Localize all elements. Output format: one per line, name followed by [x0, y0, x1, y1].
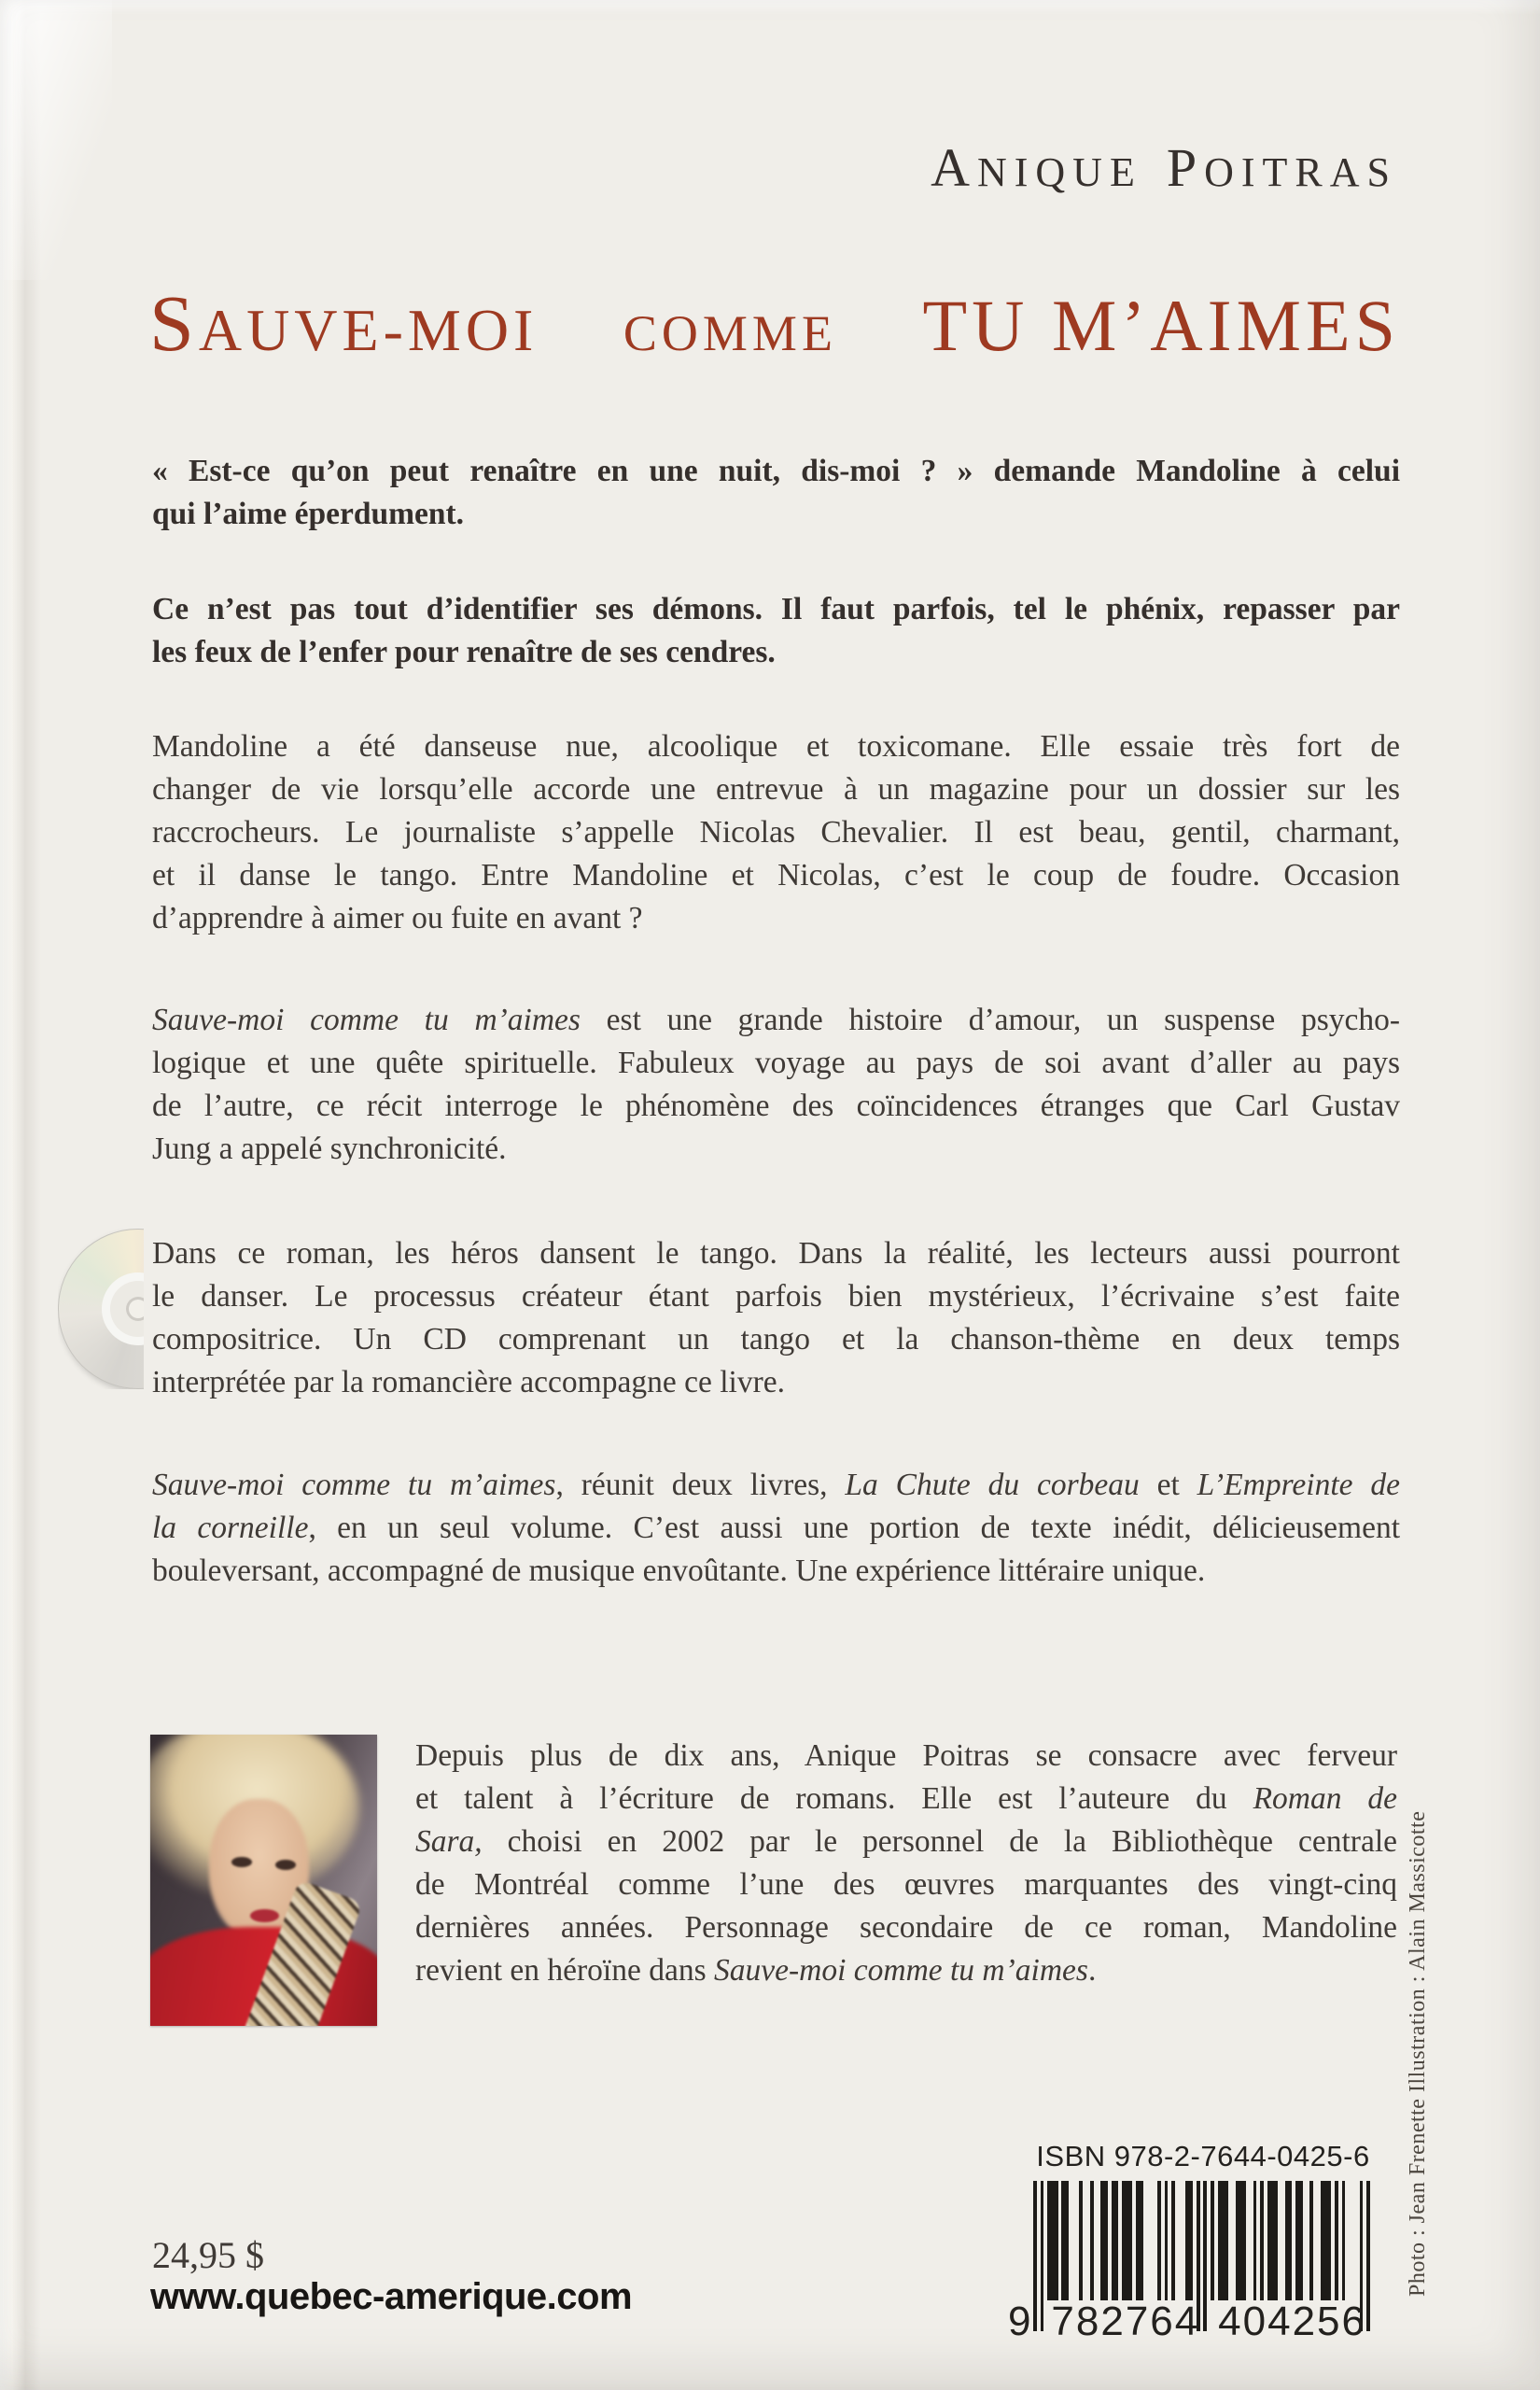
text-line: Sauve-moi comme tu m’aimes, réunit deux livres, La Chute du corbeau et L’Empreinte de [152, 1468, 1401, 1502]
barcode-bar [1225, 2181, 1228, 2300]
text-line: « Est-ce qu’on peut renaître en une nuit, dis-moi ? » demande Mandoline à celui [152, 454, 1400, 488]
barcode-digit-9: 9 [1008, 2299, 1033, 2344]
text-line: Ce n’est pas tout d’identifier ses démons. Il faut parfois, tel le phénix, repasser par [152, 592, 1400, 626]
barcode-digits-right: 404256 [1218, 2299, 1366, 2344]
text-line: la corneille, en un seul volume. C’est aussi une portion de texte inédit, délicieusement [152, 1511, 1400, 1545]
text-line: revient en héroïne dans Sauve-moi comme tu m’aimes. [415, 1953, 1097, 1988]
author-name [931, 136, 1397, 199]
photo-credit: Photo : Jean Frenette Illustration : Alain Massicotte [1406, 1810, 1430, 2297]
barcode-bar [1104, 2181, 1108, 2300]
synopsis-cd-paragraph [152, 1232, 1400, 1404]
barcode-bar [1157, 2181, 1161, 2300]
barcode-bar [1342, 2181, 1346, 2300]
barcode-bar [1140, 2181, 1143, 2300]
text-line: dernières années. Personnage secondaire de ce roman, Mandoline [415, 1910, 1397, 1945]
text-line: qui l’aime éperdument. [152, 497, 465, 531]
cd-center-hole [126, 1297, 144, 1321]
barcode-bar [1129, 2181, 1133, 2300]
page-left-edge [0, 0, 41, 2390]
cd-disc [58, 1229, 144, 1389]
barcode-bar [1211, 2181, 1214, 2300]
book-title [149, 276, 1400, 370]
barcode-bar [1327, 2181, 1331, 2300]
synopsis-volume-paragraph [152, 1464, 1400, 1593]
barcode-bar [1260, 2181, 1264, 2300]
barcode-digits-left: 782764 [1051, 2299, 1200, 2344]
text-line: logique et une quête spirituelle. Fabuleux voyage au pays de soi avant d’aller au pays [152, 1046, 1400, 1080]
text-line: bouleversant, accompagné de musique envoûtante. Une expérience littéraire unique. [152, 1554, 1206, 1588]
synopsis-quote-paragraph [152, 450, 1400, 536]
barcode-bar [1090, 2181, 1094, 2300]
barcode-bar [1335, 2181, 1338, 2300]
barcode-digits [1008, 2299, 1366, 2345]
barcode-bar [1366, 2181, 1370, 2331]
synopsis-theme-paragraph [152, 999, 1400, 1171]
text-line: le danser. Le processus créateur étant parfois bien mystérieux, l’écrivaine s’est faite [152, 1279, 1400, 1314]
isbn-label: ISBN 978-2-7644-0425-6 [1036, 2140, 1370, 2172]
text-line: et talent à l’écriture de romans. Elle est l’auteure du Roman de [415, 1781, 1397, 1816]
website-url: www.quebec-amerique.com [150, 2276, 633, 2317]
barcode-bar [1171, 2181, 1175, 2300]
text-line: Jung a appelé synchronicité. [152, 1132, 507, 1166]
author-first-name: NIQUE [976, 149, 1142, 195]
text-line: de Montréal comme l’une des œuvres marquantes des vingt-cinq [415, 1867, 1397, 1902]
text-line: Sauve-moi comme tu m’aimes est une grande histoire d’amour, un suspense psycho- [152, 1003, 1401, 1037]
title-word-3: TU M’AIMES [922, 285, 1400, 366]
author-last-initial: P [1166, 137, 1205, 198]
title-word-2: COMME [623, 305, 837, 361]
barcode-bar [1289, 2181, 1293, 2300]
text-line: raccrocheurs. Le journaliste s’appelle Nicolas Chevalier. Il est beau, gentil, charmant, [152, 815, 1400, 850]
author-initial: A [931, 137, 977, 198]
photo-right-eye [275, 1860, 296, 1870]
barcode-bar [1253, 2181, 1257, 2300]
price: 24,95 $ [152, 2234, 264, 2276]
text-line: Dans ce roman, les héros dansent le tango. Dans la réalité, les lecteurs aussi pourront [152, 1236, 1400, 1271]
text-line: compositrice. Un CD comprenant un tango et la chanson-thème en deux temps [152, 1322, 1400, 1357]
author-photo [150, 1735, 377, 2026]
barcode-bar [1189, 2181, 1193, 2300]
author-last-name: OITRAS [1204, 149, 1397, 195]
author-bio [415, 1735, 1397, 1992]
text-line: de l’autre, ce récit interroge le phénomène des coïncidences étranges que Carl Gustav [152, 1089, 1400, 1123]
barcode-bar [1309, 2181, 1313, 2300]
text-line: changer de vie lorsqu’elle accorde une entrevue à un magazine pour un dossier sur les [152, 772, 1400, 807]
text-line: les feux de l’enfer pour renaître de ses cendres. [152, 635, 776, 669]
barcode-bar [1165, 2181, 1169, 2300]
barcode-bar [1065, 2181, 1069, 2300]
corner-highlight [0, 0, 112, 280]
barcode-bar [1055, 2181, 1058, 2300]
barcode-bar [1299, 2181, 1303, 2300]
text-line: d’apprendre à aimer ou fuite en avant ? [152, 901, 643, 935]
barcode-bar [1114, 2181, 1118, 2300]
text-line: Depuis plus de dix ans, Anique Poitras se consacre avec ferveur [415, 1738, 1397, 1773]
barcode-bar [1242, 2181, 1246, 2300]
page-top-edge [0, 0, 1540, 15]
text-line: et il danse le tango. Entre Mandoline et Nicolas, c’est le coup de foudre. Occasion [152, 858, 1400, 893]
barcode-bar [1274, 2181, 1278, 2300]
synopsis-story-paragraph [152, 725, 1400, 940]
barcode-bar [1079, 2181, 1083, 2300]
synopsis-phoenix-paragraph [152, 588, 1400, 674]
text-line: interprétée par la romancière accompagne ce livre. [152, 1365, 785, 1399]
text-line: Sara, choisi en 2002 par le personnel de la Bibliothèque centrale [415, 1824, 1397, 1859]
text-line: Mandoline a été danseuse nue, alcoolique et toxicomane. Elle essaie très fort de [152, 729, 1400, 764]
title-word-1: SAUVE-MOI [149, 278, 539, 368]
